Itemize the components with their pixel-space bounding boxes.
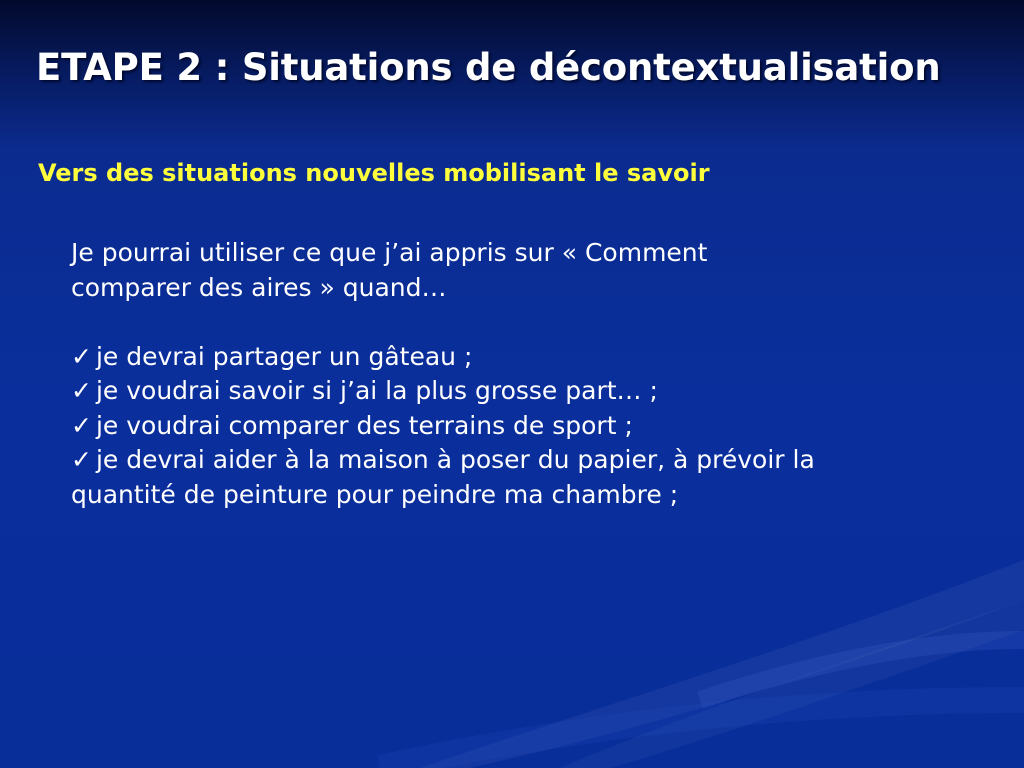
intro-line-1: Je pourrai utiliser ce que j’ai appris sur « Comment [71,238,708,267]
slide-title: ETAPE 2 : Situations de décontextualisation [36,46,941,89]
checkmark-icon: ✓ [71,341,92,371]
slide-body [71,236,951,512]
bullet-text: je voudrai comparer des terrains de sport ; [95,410,633,440]
bullet-item [71,340,951,375]
intro-line-2: comparer des aires » quand… [71,272,447,302]
slide-subtitle: Vers des situations nouvelles mobilisant le savoir [38,159,710,187]
checkmark-icon: ✓ [71,445,92,474]
bullet-item [71,409,951,444]
bullet-text: je voudrai savoir si j’ai la plus grosse part… ; [95,376,658,405]
checkmark-icon: ✓ [71,376,92,405]
paragraph-gap [71,305,951,340]
bullet-text: je devrai partager un gâteau ; [95,341,473,371]
bullet-item [71,374,951,409]
checkmark-icon: ✓ [71,410,92,440]
bullet-text: je devrai aider à la maison à poser du papier, à prévoir la [95,445,815,474]
bullet-continuation: quantité de peinture pour peindre ma chambre ; [71,479,679,509]
bullet-item [71,443,951,478]
